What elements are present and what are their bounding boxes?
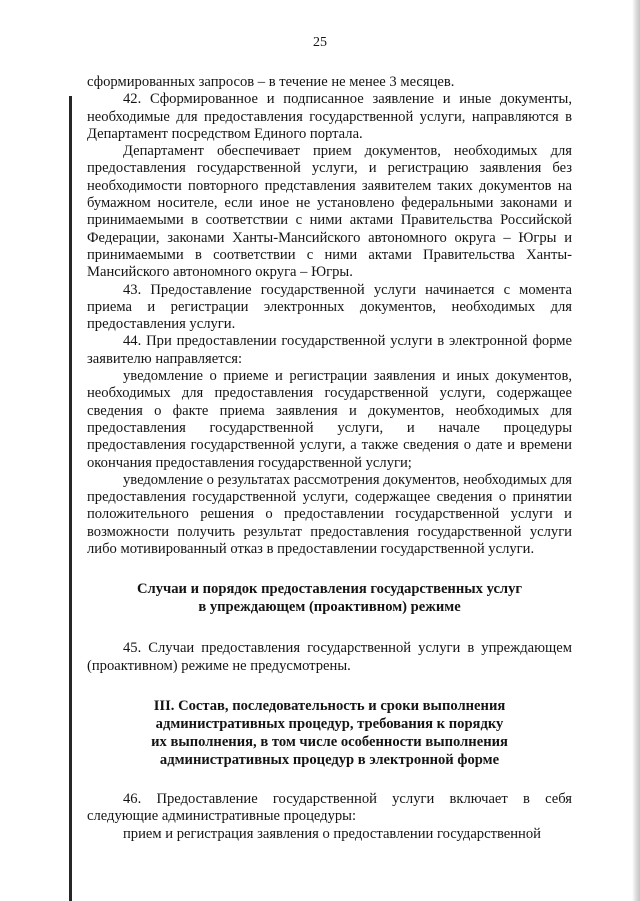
- paragraph-42: 42. Сформированное и подписанное заявление и иные документы, необходимые для предоставления государственной услуги, направляются в Департамент посредством Единого портала.: [87, 91, 572, 142]
- paragraph-43: 43. Предоставление государственной услуги начинается с момента приема и регистрации электронных документов, необходимых для предоставления услуги.: [87, 281, 572, 333]
- page-number: 25: [313, 35, 327, 50]
- document-body: [87, 74, 572, 843]
- paragraph-46-item: прием и регистрация заявления о предоставлении государственной: [123, 825, 541, 842]
- paragraph-continuation: сформированных запросов – в течение не менее 3 месяцев.: [87, 74, 455, 90]
- heading-line: в упреждающем (проактивном) режиме: [198, 599, 461, 616]
- margin-change-bar: [69, 96, 72, 901]
- heading-line: административных процедур в электронной форме: [159, 751, 500, 768]
- scan-edge-shadow: [632, 0, 640, 901]
- section-heading-iii: [87, 697, 572, 769]
- paragraph-44-notice-receipt: уведомление о приеме и регистрации заявления и иных документов, необходимых для предоставления государственной услуги, содержащее сведения о факте приема заявления и документов, необходимых для предоставления государственной услуги, и начале процедуры предоставления государственной услуги, а также сведения о дате и времени окончания предоставления государственной услуги;: [87, 368, 572, 471]
- section-heading-proactive: [87, 580, 572, 616]
- paragraph-44: 44. При предоставлении государственной услуги в электронной форме заявителю направляется:: [87, 333, 572, 367]
- paragraph-46: 46. Предоставление государственной услуги включает в себя следующие административные процедуры:: [87, 790, 572, 825]
- heading-line: административных процедур, требования к порядку: [155, 715, 504, 732]
- paragraph-42-department: Департамент обеспечивает прием документов, необходимых для предоставления государственной услуги, и регистрацию заявления без необходимости повторного представления заявителем таких документов на бумажном носителе, если иное не установлено федеральными законами и принимаемыми в соответствии с ними актами Правительства Российской Федерации, законами Ханты-Мансийского автономного округа – Югры и принимаемыми в соответствии с ними актами Правительства Ханты-Мансийского автономного округа – Югры.: [87, 143, 572, 281]
- heading-line: III. Состав, последовательность и сроки выполнения: [153, 697, 506, 714]
- paragraph-44-notice-result: уведомление о результатах рассмотрения документов, необходимых для предоставления государственной услуги, содержащее сведения о принятии положительного решения о предоставлении государственной услуги и возможности получить результат предоставления государственной услуги либо мотивированный отказ в предоставлении государственной услуги.: [87, 471, 572, 558]
- heading-line: Случаи и порядок предоставления государственных услуг: [136, 581, 523, 598]
- heading-line: их выполнения, в том числе особенности выполнения: [151, 733, 508, 750]
- paragraph-45: 45. Случаи предоставления государственной услуги в упреждающем (проактивном) режиме не предусмотрены.: [87, 640, 572, 674]
